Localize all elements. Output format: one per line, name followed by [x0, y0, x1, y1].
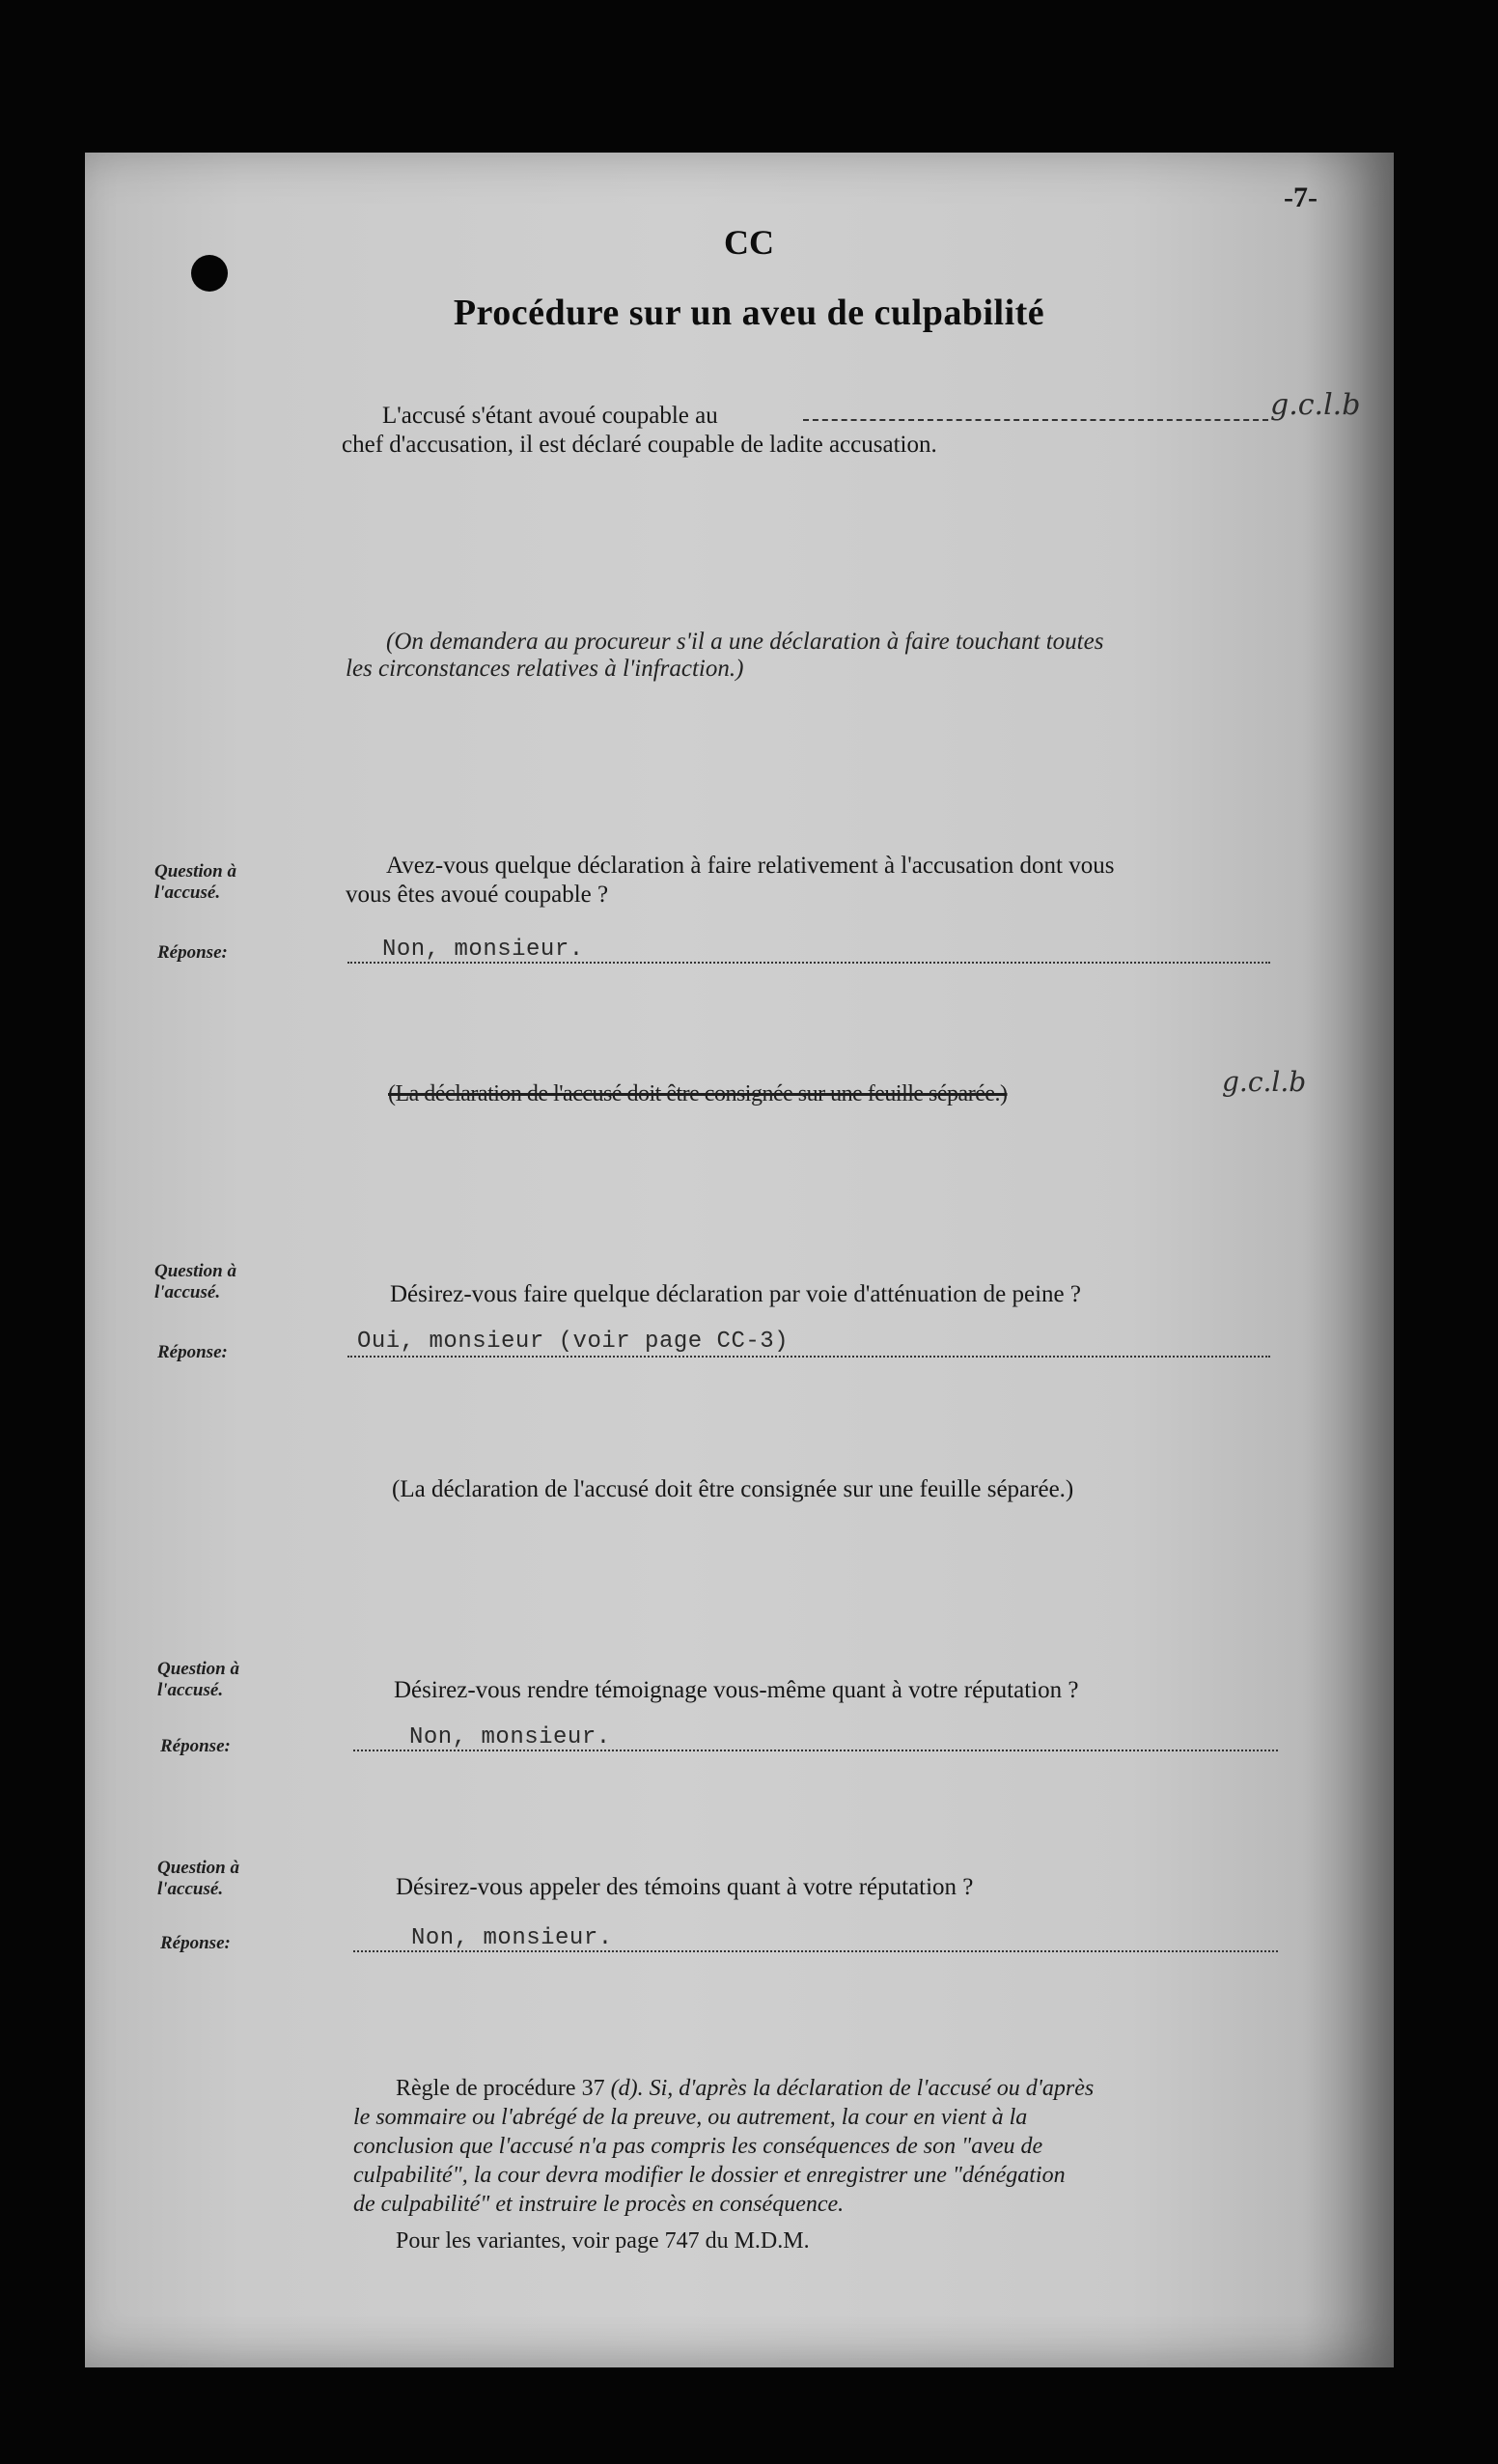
q4-answer: Non, monsieur.: [411, 1925, 613, 1951]
rule-line-4-text: culpabilité", la cour devra modifier le dossier et enregistrer une "dénégation: [353, 2163, 1066, 2188]
question-label-line-1: Question à: [154, 861, 236, 882]
variants-note: Pour les variantes, voir page 747 du M.D.M.: [396, 2228, 810, 2254]
document-page: [85, 153, 1394, 2367]
rule-line-2-text: le sommaire ou l'abrégé de la preuve, ou autrement, la cour en vient à la: [353, 2105, 1028, 2130]
q1-answer: Non, monsieur.: [382, 937, 584, 963]
q3-text: Désirez-vous rendre témoignage vous-même quant à votre réputation ?: [394, 1677, 1079, 1703]
q4-answer-line: [353, 1950, 1278, 1952]
question-label-line-2: l'accusé.: [154, 1282, 221, 1302]
intro-line-1: L'accusé s'étant avoué coupable au: [382, 403, 718, 429]
question-label: [157, 1659, 292, 1701]
separate-sheet-note: (La déclaration de l'accusé doit être consignée sur une feuille séparée.): [392, 1476, 1074, 1502]
procedure-rule-line-4: [353, 2161, 1284, 2190]
intro-line-2: chef d'accusation, il est déclaré coupable de ladite accusation.: [342, 432, 937, 458]
page-title: Procédure sur un aveu de culpabilité: [453, 293, 1045, 333]
question-label: [154, 1261, 290, 1303]
procedure-rule-line-5: [353, 2190, 1284, 2219]
q2-text: Désirez-vous faire quelque déclaration par voie d'atténuation de peine ?: [390, 1281, 1081, 1307]
procedure-rule-line-1: [353, 2074, 1284, 2103]
procedure-rule-line-2: [353, 2103, 1284, 2132]
q3-answer-line: [353, 1750, 1278, 1751]
question-label-line-2: l'accusé.: [157, 1879, 224, 1899]
q4-text: Désirez-vous appeler des témoins quant à votre réputation ?: [396, 1874, 974, 1900]
struck-note: (La déclaration de l'accusé doit être consignée sur une feuille séparée.): [388, 1081, 1008, 1106]
page-number: -7-: [1284, 182, 1318, 213]
response-label: Réponse:: [160, 1933, 231, 1953]
count-blank-line: [803, 419, 1268, 421]
rule-line-1-text: Si, d'après la déclaration de l'accusé ou d'après: [649, 2076, 1095, 2101]
response-label: Réponse:: [160, 1736, 231, 1756]
question-label-line-2: l'accusé.: [157, 1680, 224, 1700]
question-label-line-1: Question à: [154, 1261, 236, 1281]
response-label: Réponse:: [157, 1342, 228, 1362]
question-label-line-2: l'accusé.: [154, 882, 221, 903]
q1-line-2: vous êtes avoué coupable ?: [346, 882, 609, 908]
q1-answer-line: [347, 962, 1270, 964]
rule-line-5-text: de culpabilité" et instruire le procès en conséquence.: [353, 2192, 845, 2217]
q2-answer: Oui, monsieur (voir page CC-3): [357, 1329, 790, 1355]
rule-lead: Règle de procédure 37: [396, 2076, 605, 2101]
procedure-rule: [353, 2074, 1284, 2255]
prosecutor-note-line-1: (On demandera au procureur s'il a une déclaration à faire touchant toutes: [386, 629, 1104, 655]
handwritten-initials-2: g.c.l.b: [1222, 1066, 1307, 1098]
question-label: [154, 861, 290, 904]
question-label-line-1: Question à: [157, 1659, 239, 1679]
q2-answer-line: [347, 1356, 1270, 1358]
q3-answer: Non, monsieur.: [409, 1724, 611, 1750]
rule-line-3-text: conclusion que l'accusé n'a pas compris les conséquences de son "aveu de: [353, 2134, 1043, 2159]
procedure-rule-line-3: [353, 2132, 1284, 2161]
rule-paren: (d).: [610, 2076, 644, 2101]
handwritten-initials-1: g.c.l.b: [1270, 388, 1361, 422]
q1-line-1: Avez-vous quelque déclaration à faire relativement à l'accusation dont vous: [386, 853, 1115, 879]
prosecutor-note-line-2: les circonstances relatives à l'infraction.): [346, 656, 744, 682]
question-label: [157, 1858, 292, 1900]
question-label-line-1: Question à: [157, 1858, 239, 1878]
response-label: Réponse:: [157, 942, 228, 963]
form-code: CC: [724, 223, 774, 262]
